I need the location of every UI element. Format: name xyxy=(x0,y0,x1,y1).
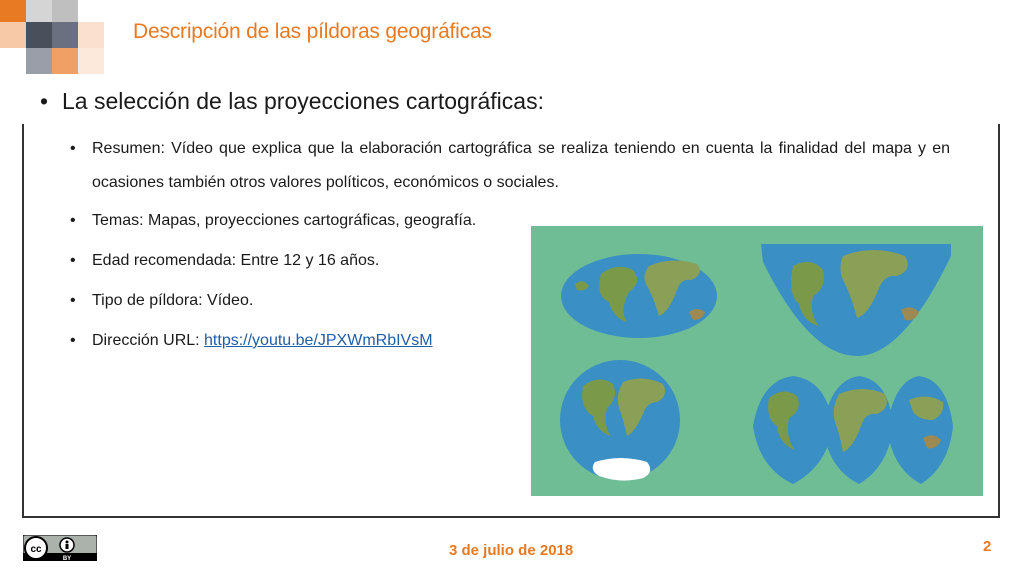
heading-bullet: • xyxy=(40,88,49,114)
bullet: • xyxy=(70,212,76,229)
slide-title: Descripción de las píldoras geográficas xyxy=(133,20,492,43)
url-label: Dirección URL: xyxy=(92,332,205,349)
topics-text: Temas: Mapas, proyecciones cartográficas, geografía. xyxy=(92,212,477,229)
video-url-link[interactable]: https://youtu.be/JPXWmRbIVsM xyxy=(204,332,433,349)
page-number: 2 xyxy=(983,538,992,555)
interrupted-projection-map xyxy=(753,376,953,484)
creative-commons-icon xyxy=(23,535,97,561)
list-item-url xyxy=(70,324,532,358)
list-item-type xyxy=(70,284,532,318)
list-item-summary xyxy=(70,132,950,200)
heading-text: La selección de las proyecciones cartográficas: xyxy=(62,88,544,114)
bullet: • xyxy=(70,252,76,269)
age-text: Edad recomendada: Entre 12 y 16 años. xyxy=(92,252,380,269)
section-heading xyxy=(40,88,544,115)
type-text: Tipo de píldora: Vídeo. xyxy=(92,292,254,309)
map-projections-image xyxy=(531,226,983,496)
bullet: • xyxy=(70,332,76,349)
map-projections-illustration xyxy=(531,226,983,496)
list-item-topics xyxy=(70,204,532,238)
footer-date: 3 de julio de 2018 xyxy=(449,542,574,559)
bullet: • xyxy=(70,292,76,309)
bullet: • xyxy=(70,140,76,157)
summary-text: Resumen: Vídeo que explica que la elaboración cartográfica se realiza teniendo en cuenta la finalidad del mapa y en ocasiones también otros valores políticos, económicos o sociales. xyxy=(92,140,950,191)
list-item-age xyxy=(70,244,532,278)
cc-by-license-badge xyxy=(23,535,97,561)
license-badge-text: BY xyxy=(62,556,72,561)
svg-text:cc: cc xyxy=(30,544,42,555)
conic-projection-map xyxy=(761,244,951,356)
elliptical-projection-map xyxy=(561,254,717,338)
circular-projection-map xyxy=(560,360,680,481)
